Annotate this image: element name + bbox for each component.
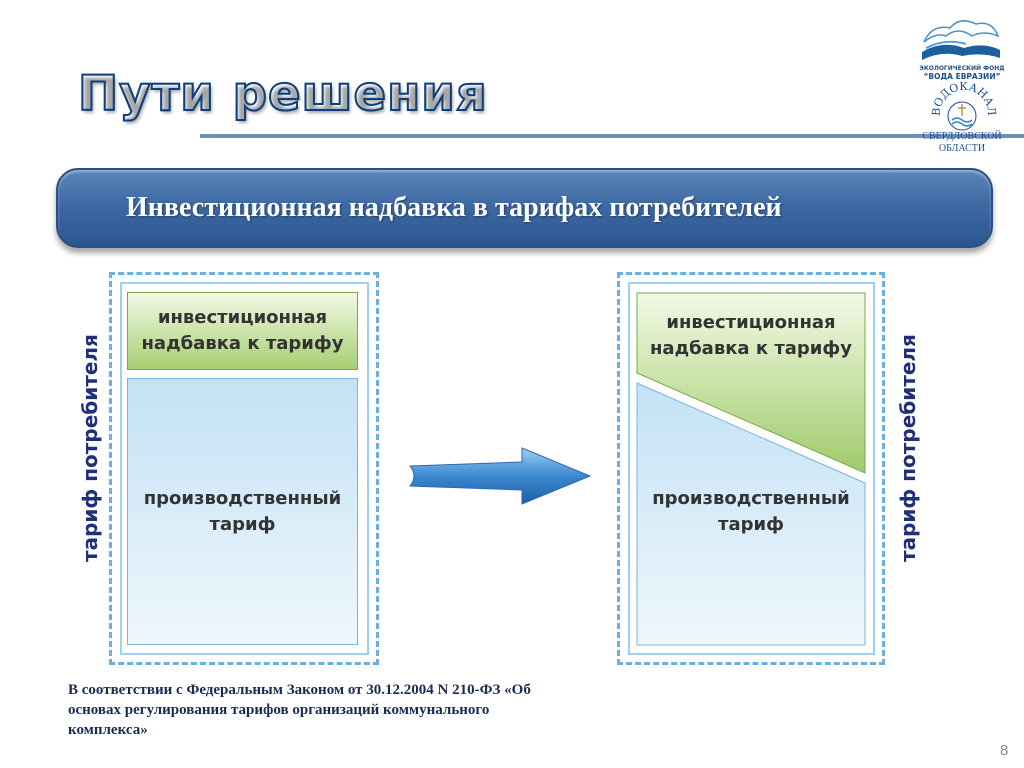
right-investment-text-2: надбавка к тарифу [649, 338, 852, 359]
logo-region-line1: СВЕРДЛОВСКОЙ [922, 131, 1002, 142]
logo-fund-line1: ЭКОЛОГИЧЕСКИЙ ФОНД [919, 65, 1005, 72]
right-production-text-1: производственный [652, 488, 850, 509]
left-investment-text-2: надбавка к тарифу [141, 333, 344, 354]
left-side-label: тариф потребителя [78, 334, 102, 562]
right-side-label: тариф потребителя [896, 334, 920, 562]
left-investment-text-1: инвестиционная [157, 307, 328, 328]
logo-region-line2: ОБЛАСТИ [938, 143, 986, 154]
title-underline [200, 134, 1024, 138]
page-number: 8 [1000, 742, 1009, 759]
logo-fund-line2: “ВОДА ЕВРАЗИИ” [923, 72, 1001, 81]
transition-arrow-icon [404, 444, 594, 508]
left-production-text-1: производственный [143, 488, 342, 509]
subtitle-banner [56, 168, 993, 248]
logo-vodokanal-text: ВОДОКАНАЛ [929, 79, 999, 117]
right-investment-text-1: инвестиционная [666, 312, 836, 333]
right-production-text-2: тариф [718, 514, 784, 535]
footnote-line-2: основах регулирования тарифов организаций коммунального [68, 702, 490, 718]
left-production-text-2: тариф [209, 514, 276, 535]
logo-block [912, 12, 1012, 162]
subtitle-text: Инвестиционная надбавка в тарифах потребителей [126, 192, 782, 223]
vodokanal-logo-icon [912, 12, 1012, 162]
footnote-line-3: комплекса» [68, 722, 148, 738]
law-footnote [68, 680, 628, 740]
footnote-line-1: В соответствии с Федеральным Законом от 30.12.2004 N 210-ФЗ «Об [68, 682, 531, 698]
slide-title: Пути решения [78, 66, 488, 122]
